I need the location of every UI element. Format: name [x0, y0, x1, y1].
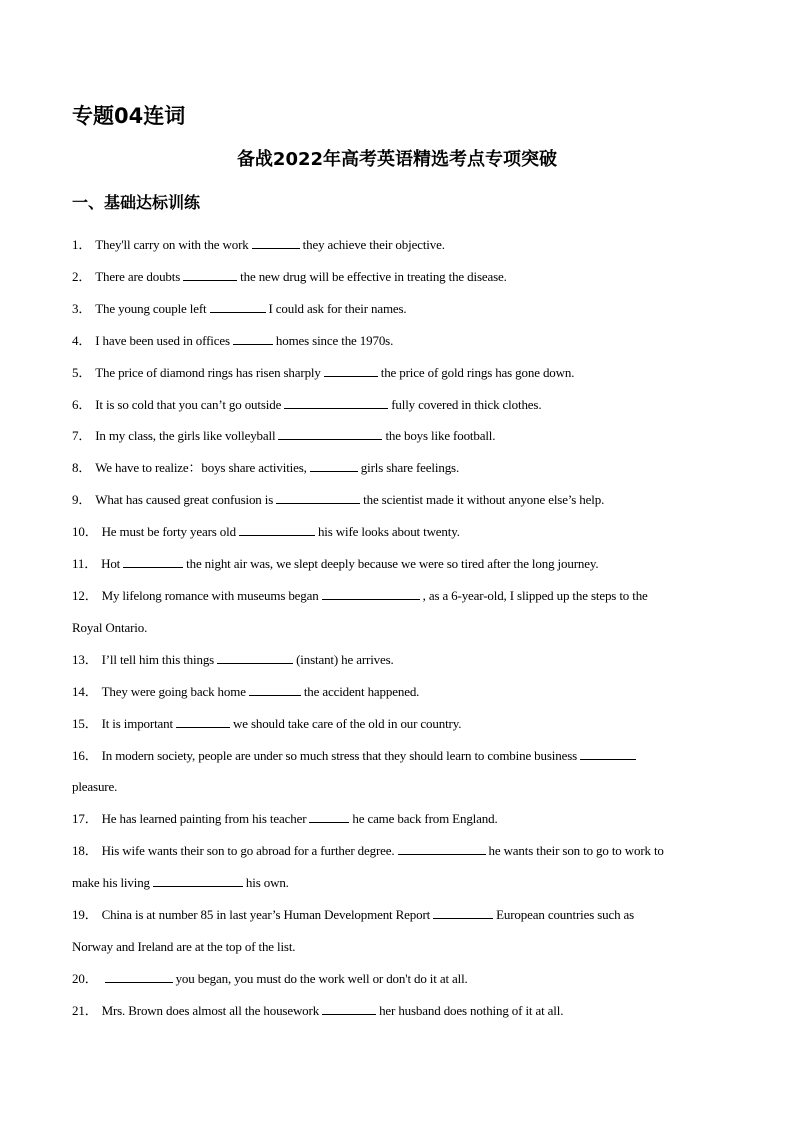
answer-blank[interactable] — [105, 970, 173, 983]
answer-blank[interactable] — [123, 555, 183, 568]
question-number: 14． — [72, 683, 98, 699]
question-line — [72, 261, 722, 293]
question-text: the night air was, we slept deeply because we were so tired after the long journey. — [186, 556, 599, 572]
question-line — [72, 325, 722, 357]
question-text: the scientist made it without anyone else’s help. — [363, 492, 605, 508]
question-line — [72, 548, 722, 580]
question-number: 21． — [72, 1002, 98, 1018]
question-line — [72, 357, 722, 389]
question-text: Hot — [101, 556, 121, 572]
question-number: 8． — [72, 460, 92, 476]
question-item — [72, 580, 722, 644]
question-number: 20． — [72, 970, 98, 986]
question-text: Norway and Ireland are at the top of the list. — [72, 938, 296, 954]
question-text: he wants their son to go to work to — [488, 843, 664, 859]
answer-blank[interactable] — [433, 906, 493, 919]
question-text: , as a 6-year-old, I slipped up the steps to the — [422, 587, 648, 603]
question-line — [72, 484, 722, 516]
question-text: Royal Ontario. — [72, 619, 148, 635]
question-line — [72, 899, 722, 931]
question-text: I could ask for their names. — [268, 300, 407, 316]
question-text: make his living — [72, 875, 150, 891]
question-text: He must be forty years old — [101, 524, 236, 540]
answer-blank[interactable] — [210, 300, 266, 313]
question-text: homes since the 1970s. — [275, 332, 394, 348]
question-text: His wife wants their son to go abroad for a further degree. — [101, 843, 395, 859]
question-text: We have to realize：boys share activities, — [95, 460, 307, 476]
question-item — [72, 293, 722, 325]
answer-blank[interactable] — [324, 364, 378, 377]
answer-blank[interactable] — [252, 236, 300, 249]
question-number: 10． — [72, 524, 98, 540]
answer-blank[interactable] — [183, 268, 237, 281]
question-item — [72, 899, 722, 963]
answer-blank[interactable] — [580, 747, 636, 760]
question-text: They'll carry on with the work — [95, 237, 249, 252]
question-text: What has caused great confusion is — [95, 492, 274, 508]
answer-blank[interactable] — [233, 332, 273, 345]
question-number: 12． — [72, 587, 98, 603]
question-number: 15． — [72, 715, 98, 731]
answer-blank[interactable] — [310, 459, 358, 472]
question-line — [72, 867, 722, 899]
question-line — [72, 293, 722, 325]
answer-blank[interactable] — [309, 810, 349, 823]
question-line — [72, 229, 722, 261]
question-line — [72, 516, 722, 548]
question-number: 7． — [72, 428, 92, 444]
question-line — [72, 420, 722, 452]
question-item — [72, 516, 722, 548]
question-number: 16． — [72, 747, 98, 763]
question-text: pleasure. — [72, 779, 118, 795]
question-text: Mrs. Brown does almost all the housework — [101, 1002, 320, 1018]
question-text: In my class, the girls like volleyball — [95, 428, 276, 444]
question-text: he came back from England. — [352, 811, 498, 827]
question-number: 4． — [72, 332, 92, 348]
question-line — [72, 835, 722, 867]
question-list — [72, 229, 722, 1027]
question-item — [72, 835, 722, 899]
question-text: fully covered in thick clothes. — [391, 396, 542, 412]
question-line — [72, 803, 722, 835]
question-text: her husband does nothing of it at all. — [379, 1002, 564, 1018]
question-item — [72, 357, 722, 389]
question-number: 5． — [72, 364, 92, 380]
question-number: 6． — [72, 396, 92, 412]
question-text: The young couple left — [95, 300, 207, 316]
question-line — [72, 676, 722, 708]
question-number: 11． — [72, 556, 98, 572]
question-item — [72, 325, 722, 357]
question-item — [72, 644, 722, 676]
question-item — [72, 740, 722, 804]
question-number: 18． — [72, 843, 98, 859]
question-text: He has learned painting from his teacher — [101, 811, 307, 827]
question-text: It is important — [101, 715, 173, 731]
question-text: his wife looks about twenty. — [317, 524, 460, 540]
question-item — [72, 676, 722, 708]
question-line — [72, 931, 722, 963]
question-text: There are doubts — [95, 268, 181, 284]
document-subtitle: 备战2022年高考英语精选考点专项突破 — [236, 149, 558, 170]
question-text: the boys like football. — [385, 428, 496, 444]
question-line — [72, 995, 722, 1027]
question-line — [72, 644, 722, 676]
document-title: 专题04连词 — [72, 104, 186, 128]
answer-blank[interactable] — [249, 683, 301, 696]
section-heading: 一、基础达标训练 — [72, 193, 201, 212]
question-item — [72, 708, 722, 740]
question-number: 3． — [72, 300, 92, 316]
question-item — [72, 995, 722, 1027]
question-line — [72, 963, 722, 995]
question-text: girls share feelings. — [360, 460, 460, 476]
question-number: 2． — [72, 268, 92, 284]
question-text: My lifelong romance with museums began — [101, 587, 319, 603]
question-text: I’ll tell him this things — [101, 651, 215, 667]
question-item — [72, 548, 722, 580]
question-line — [72, 771, 722, 803]
answer-blank[interactable] — [153, 874, 243, 887]
question-text: China is at number 85 in last year’s Human Development Report — [101, 907, 431, 923]
question-number: 17． — [72, 811, 98, 827]
answer-blank[interactable] — [284, 396, 388, 409]
question-number: 13． — [72, 651, 98, 667]
question-text: It is so cold that you can’t go outside — [95, 396, 282, 412]
question-text: the new drug will be effective in treating the disease. — [240, 268, 507, 284]
question-line — [72, 580, 722, 612]
answer-blank[interactable] — [398, 842, 486, 855]
question-text: the accident happened. — [303, 683, 420, 699]
question-text: his own. — [245, 875, 289, 891]
answer-blank[interactable] — [276, 491, 360, 504]
question-text: (instant) he arrives. — [296, 651, 394, 667]
answer-blank[interactable] — [239, 523, 315, 536]
question-item — [72, 484, 722, 516]
question-text: In modern society, people are under so much stress that they should learn to combine business — [101, 747, 578, 763]
question-line — [72, 612, 722, 644]
question-number: 1． — [72, 237, 92, 252]
question-text: European countries such as — [496, 907, 635, 923]
answer-blank[interactable] — [278, 427, 382, 440]
question-text: They were going back home — [101, 683, 246, 699]
question-item — [72, 452, 722, 484]
answer-blank[interactable] — [322, 587, 420, 600]
answer-blank[interactable] — [217, 651, 293, 664]
question-text: we should take care of the old in our country. — [232, 715, 462, 731]
question-item — [72, 389, 722, 421]
answer-blank[interactable] — [176, 715, 230, 728]
question-text: I have been used in offices — [95, 332, 230, 348]
answer-blank[interactable] — [322, 1002, 376, 1015]
question-item — [72, 229, 722, 261]
question-item — [72, 420, 722, 452]
question-line — [72, 708, 722, 740]
question-text: you began, you must do the work well or don't do it at all. — [175, 970, 468, 986]
question-line — [72, 389, 722, 421]
question-line — [72, 740, 722, 772]
question-number: 9． — [72, 492, 92, 508]
question-item — [72, 261, 722, 293]
question-text: the price of gold rings has gone down. — [380, 364, 575, 380]
question-text: The price of diamond rings has risen sharply — [95, 364, 321, 380]
question-item — [72, 963, 722, 995]
question-item — [72, 803, 722, 835]
question-number: 19． — [72, 907, 98, 923]
question-line — [72, 452, 722, 484]
question-text: they achieve their objective. — [302, 237, 445, 252]
